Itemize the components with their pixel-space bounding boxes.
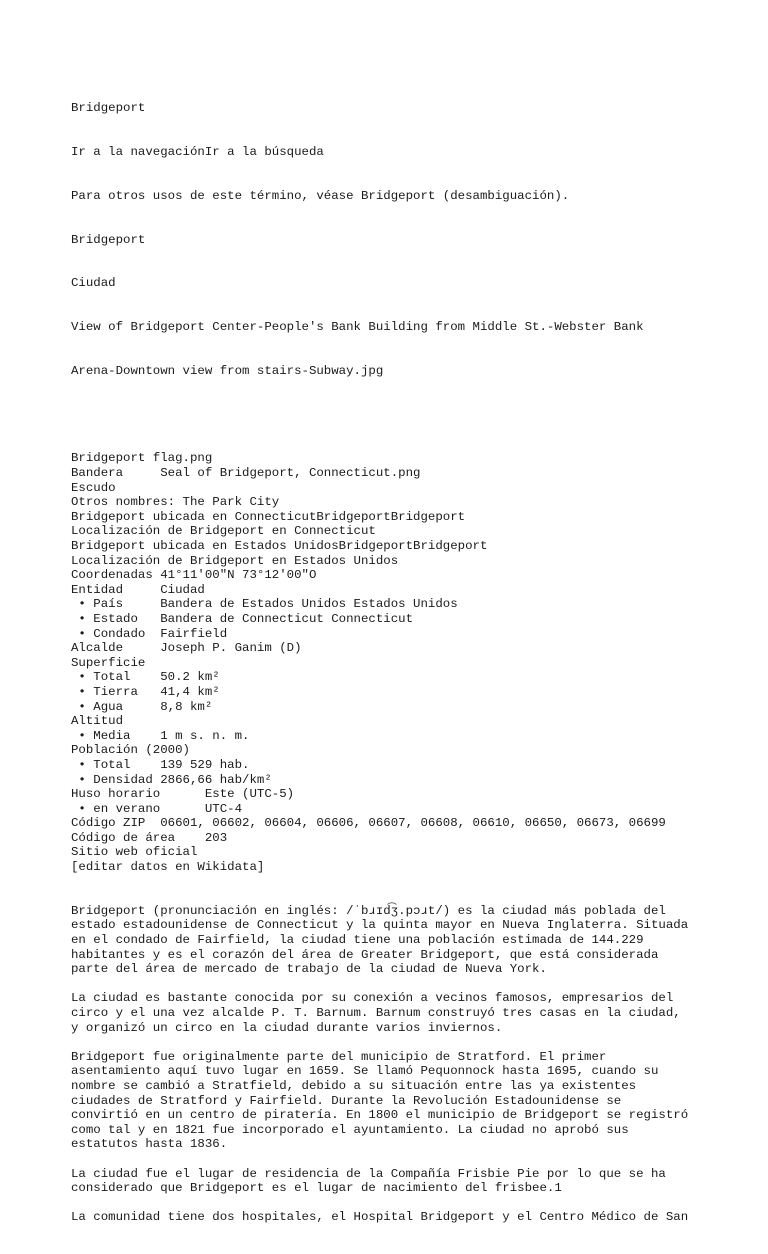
infobox-row: • Media 1 m s. n. m. (71, 728, 250, 743)
article-title: Bridgeport (71, 101, 146, 116)
article-paragraph (71, 1167, 761, 1196)
paragraph-line: La ciudad fue el lugar de residencia de la Compañía Frisbie Pie por lo que se ha (71, 1166, 666, 1181)
paragraph-line: considerado que Bridgeport es el lugar de nacimiento del frisbee.1 (71, 1181, 562, 1196)
paragraph-line: La ciudad es bastante conocida por su conexión a vecinos famosos, empresarios del (71, 991, 674, 1006)
infobox (71, 451, 761, 874)
paragraph-line: como tal y en 1821 fue incorporado el ayuntamiento. La ciudad no aprobó sus (71, 1122, 629, 1137)
infobox-row: • Condado Fairfield (71, 626, 228, 641)
paragraph-line: parte del área de mercado de trabajo de la ciudad de Nueva York. (71, 962, 547, 977)
infobox-row: Entidad Ciudad (71, 582, 205, 597)
spacer (71, 408, 761, 423)
infobox-row: • Total 139 529 hab. (71, 757, 250, 772)
document-page (71, 72, 761, 1254)
infobox-row: Altitud (71, 714, 124, 729)
infobox-row: Coordenadas 41°11′00″N 73°12′00″O (71, 568, 317, 583)
infobox-row: Código ZIP 06601, 06602, 06604, 06606, 06607, 06608, 06610, 06650, 06673, 06699 (71, 816, 666, 831)
article-paragraph (71, 991, 761, 1035)
infobox-row: Código de área 203 (71, 830, 228, 845)
paragraph-line: convirtió en un centro de piratería. En 1800 el municipio de Bridgeport se registró (71, 1108, 689, 1123)
infobox-row: • en verano UTC-4 (71, 801, 243, 816)
paragraph-line: Bridgeport fue originalmente parte del municipio de Stratford. El primer (71, 1049, 607, 1064)
infobox-row: • País Bandera de Estados Unidos Estados Unidos (71, 597, 458, 612)
infobox-image-caption[interactable]: View of Bridgeport Center-People's Bank Building from Middle St.-Webster Bank (71, 320, 644, 335)
paragraph-line: en el condado de Fairfield, la ciudad tiene una población estimada de 144.229 (71, 933, 644, 948)
article-paragraph (71, 1210, 761, 1225)
infobox-row: Bridgeport ubicada en ConnecticutBridgeportBridgeport (71, 509, 466, 524)
paragraph-line: y organizó un circo en la ciudad durante varios inviernos. (71, 1020, 503, 1035)
infobox-row: • Densidad 2866,66 hab/km² (71, 772, 272, 787)
infobox-row: Localización de Bridgeport en Estados Unidos (71, 553, 399, 568)
infobox-row: • Total 50.2 km² (71, 670, 220, 685)
infobox-row: Sitio web oficial (71, 845, 198, 860)
infobox-row: Superficie (71, 655, 146, 670)
paragraph-line: estatutos hasta 1836. (71, 1137, 228, 1152)
infobox-type: Ciudad (71, 276, 116, 291)
infobox-image-caption-cont[interactable]: Arena-Downtown view from stairs-Subway.jpg (71, 363, 384, 378)
infobox-row: Bandera Seal of Bridgeport, Connecticut.png (71, 466, 421, 481)
paragraph-line: habitantes y es el corazón del área de Greater Bridgeport, que está considerada (71, 947, 659, 962)
paragraph-line: estado estadounidense de Connecticut y la quinta mayor en Nueva Inglaterra. Situada (71, 918, 689, 933)
infobox-row: • Tierra 41,4 km² (71, 684, 220, 699)
infobox-row: • Agua 8,8 km² (71, 699, 213, 714)
paragraph-line: nombre se cambió a Stratfield, debido a su situación entre las ya existentes (71, 1078, 637, 1093)
infobox-row: Población (2000) (71, 743, 190, 758)
infobox-row: Alcalde Joseph P. Ganim (D) (71, 641, 302, 656)
infobox-row: [editar datos en Wikidata] (71, 860, 265, 875)
paragraph-line: ciudades de Stratford y Fairfield. Durante la Revolución Estadounidense se (71, 1093, 622, 1108)
paragraph-line: La comunidad tiene dos hospitales, el Hospital Bridgeport y el Centro Médico de San (71, 1210, 689, 1225)
disambiguation-note[interactable]: Para otros usos de este término, véase Bridgeport (desambiguación). (71, 188, 570, 203)
paragraph-line: Bridgeport (pronunciación en inglés: /ˈbɹɪd͡ʒ.pɔɹt/) es la ciudad más poblada del (71, 903, 666, 918)
infobox-row: Localización de Bridgeport en Connecticut (71, 524, 376, 539)
infobox-row: Bridgeport ubicada en Estados UnidosBridgeportBridgeport (71, 539, 488, 553)
infobox-title: Bridgeport (71, 232, 146, 247)
infobox-row: Bridgeport flag.png (71, 451, 213, 466)
paragraph-line: asentamiento aquí tuvo lugar en 1659. Se llamó Pequonnock hasta 1695, cuando su (71, 1064, 659, 1079)
article-body (71, 904, 761, 1225)
article-paragraph (71, 904, 761, 977)
infobox-row: Escudo (71, 480, 116, 495)
infobox-row: Huso horario Este (UTC-5) (71, 787, 295, 802)
infobox-row: Otros nombres: The Park City (71, 495, 280, 510)
infobox-row: • Estado Bandera de Connecticut Connecticut (71, 611, 414, 626)
paragraph-line: circo y el una vez alcalde P. T. Barnum. Barnum construyó tres casas en la ciudad, (71, 1006, 681, 1020)
article-paragraph (71, 1050, 761, 1152)
skip-links[interactable]: Ir a la navegaciónIr a la búsqueda (71, 144, 324, 159)
